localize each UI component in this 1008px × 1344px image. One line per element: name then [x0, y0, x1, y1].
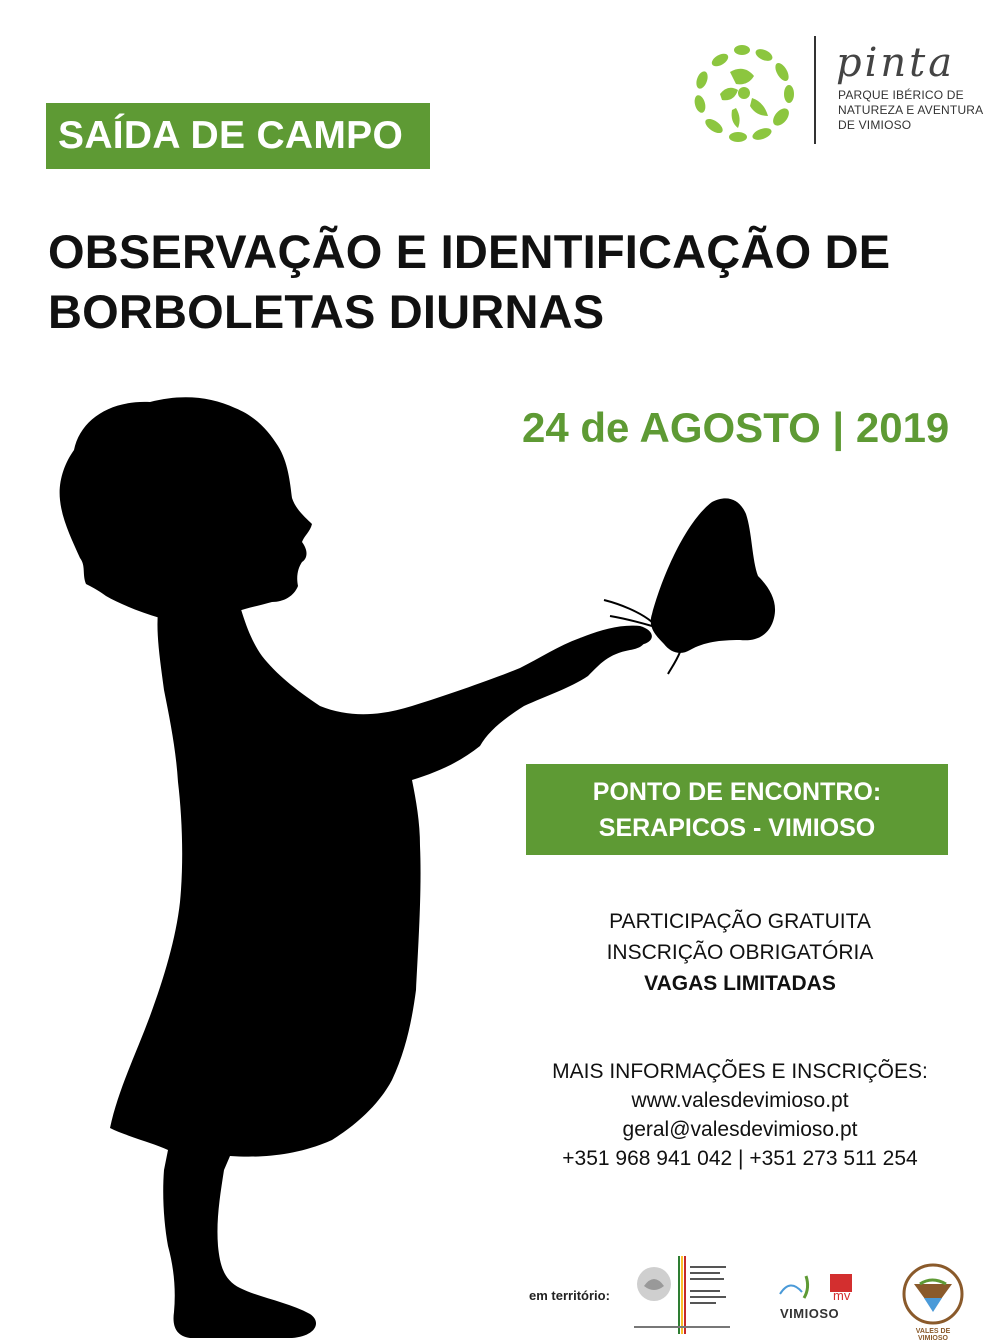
- logo-subtitle-line-2: NATUREZA E AVENTURA: [838, 103, 984, 117]
- vales-name: VALES DE VIMIOSO: [915, 1328, 951, 1342]
- child-butterfly-silhouette: [40, 390, 780, 1340]
- title-line-2: BORBOLETAS DIURNAS: [48, 285, 605, 338]
- contact-heading: MAIS INFORMAÇÕES E INSCRIÇÕES:: [552, 1060, 928, 1083]
- butterfly-leg: [668, 652, 680, 674]
- event-date: 24 de AGOSTO | 2019: [522, 404, 950, 451]
- vimioso-name: VIMIOSO: [780, 1306, 840, 1321]
- event-type-tag: [46, 103, 430, 169]
- phone-numbers: +351 968 941 042 | +351 273 511 254: [562, 1147, 918, 1170]
- vales-emblem-icon: [900, 1262, 966, 1326]
- website-link[interactable]: www.valesdevimioso.pt: [631, 1089, 849, 1112]
- partner-logo-municipal-icon: [634, 1256, 734, 1334]
- meeting-point-heading: PONTO DE ENCONTRO:: [592, 777, 882, 806]
- vimioso-badge: mv: [833, 1288, 851, 1303]
- participation-free: PARTICIPAÇÃO GRATUITA: [609, 910, 871, 933]
- footer-label: em território:: [529, 1288, 610, 1303]
- butterfly-wing: [651, 498, 775, 652]
- participation-details: [520, 906, 960, 999]
- partner-logo-vimioso: [776, 1270, 856, 1330]
- logo-divider: [814, 36, 816, 144]
- logo-subtitle: [838, 88, 998, 133]
- email-link[interactable]: geral@valesdevimioso.pt: [622, 1118, 858, 1141]
- meeting-point-location: SERAPICOS - VIMIOSO: [598, 813, 876, 842]
- event-type-label: SAÍDA DE CAMPO: [58, 114, 404, 157]
- logo-subtitle-line-3: DE VIMIOSO: [838, 118, 912, 132]
- logo-wordmark: pinta: [836, 40, 956, 86]
- limited-places: VAGAS LIMITADAS: [644, 972, 836, 995]
- vimioso-mark-icon: [776, 1270, 856, 1304]
- page-title: [48, 222, 948, 342]
- partner-logo-vales-de-vimioso: [900, 1262, 966, 1340]
- registration-required: INSCRIÇÃO OBRIGATÓRIA: [606, 941, 874, 964]
- logo-subtitle-line-1: PARQUE IBÉRICO DE: [838, 88, 964, 102]
- title-line-1: OBSERVAÇÃO E IDENTIFICAÇÃO DE: [48, 225, 891, 278]
- meeting-point-box: [526, 764, 948, 855]
- child-head: [60, 397, 312, 620]
- nature-emblem-icon: [690, 42, 798, 144]
- contact-info: [520, 1057, 960, 1173]
